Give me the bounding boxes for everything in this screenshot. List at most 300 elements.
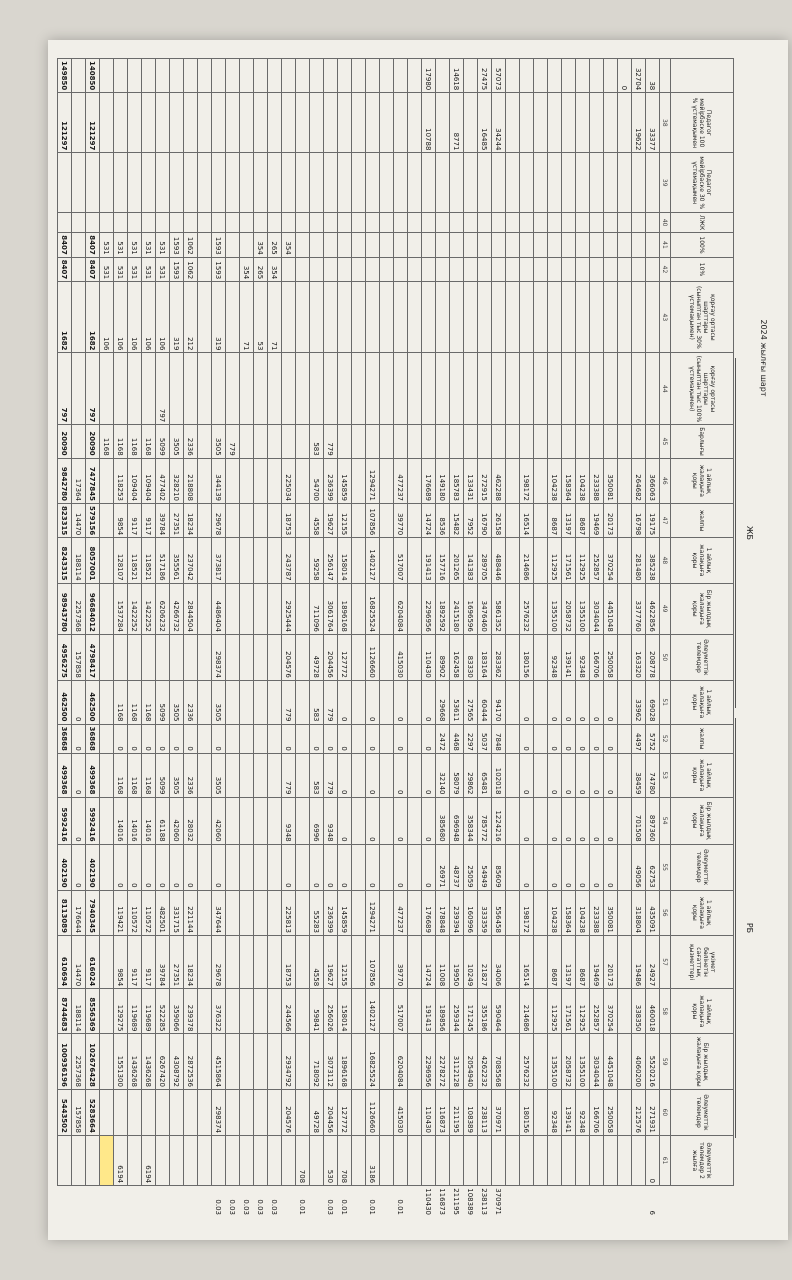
row-label-cell [114, 59, 128, 93]
table-cell [604, 233, 618, 257]
header-cell: 1 айлық жалақыға қоры [671, 989, 734, 1034]
table-cell [198, 538, 212, 583]
table-cell: 8057001 [86, 538, 100, 583]
table-cell: 239394 [450, 890, 464, 935]
table-cell [380, 634, 394, 680]
table-cell: 118521 [142, 538, 156, 583]
table-cell [394, 213, 408, 233]
last-column-cell: 6194 [142, 1135, 156, 1185]
table-cell [366, 257, 380, 281]
table-cell: 27351 [170, 504, 184, 538]
table-cell: 2297 [464, 724, 478, 753]
table-cell [100, 890, 114, 935]
row-label-cell [156, 59, 170, 93]
table-cell [100, 935, 114, 988]
table-cell [352, 753, 366, 797]
table-cell [170, 353, 184, 425]
table-row [268, 59, 282, 1218]
table-cell: 0 [576, 797, 590, 844]
table-cell: 5992416 [86, 797, 100, 844]
table-cell: 25059 [464, 844, 478, 890]
header-cell: қорғау ортасы шарттары (сыныптан тыс 30% үстемақымен) [671, 282, 734, 353]
table-cell [156, 93, 170, 153]
table-cell [128, 1089, 142, 1135]
table-cell: 0 [394, 797, 408, 844]
row-label-cell [352, 59, 366, 93]
table-cell: 281480 [632, 538, 646, 583]
table-cell [352, 93, 366, 153]
table-cell: 27565 [464, 680, 478, 724]
table-cell [534, 935, 548, 988]
header-cell: Бір жылдық жалақыға қоры [671, 583, 734, 634]
last-column-cell [492, 1135, 506, 1185]
table-cell [128, 213, 142, 233]
last-column-cell [282, 1135, 296, 1185]
table-cell: 85609 [492, 844, 506, 890]
last-column-cell [100, 1135, 114, 1185]
table-cell [198, 153, 212, 213]
table-cell [254, 797, 268, 844]
table-cell [226, 538, 240, 583]
last-column-cell [184, 1135, 198, 1185]
table-cell: 5283664 [86, 1089, 100, 1135]
table-cell: 1422252 [142, 583, 156, 634]
table-cell [100, 504, 114, 538]
row-label-cell [366, 59, 380, 93]
table-cell [254, 680, 268, 724]
table-cell [240, 353, 254, 425]
table-cell [142, 1089, 156, 1135]
table-cell [408, 153, 422, 213]
table-cell [268, 425, 282, 458]
table-cell [506, 724, 520, 753]
table-cell [380, 753, 394, 797]
header-cell: Педагог мейірбаске 30 % үстемақымен [671, 153, 734, 213]
table-cell [618, 257, 632, 281]
table-cell [408, 844, 422, 890]
table-cell [72, 233, 86, 257]
table-cell: 178848 [436, 890, 450, 935]
table-row [156, 59, 170, 1218]
table-cell [338, 93, 352, 153]
table-cell: 10249 [464, 935, 478, 988]
column-number-cell: 46 [660, 458, 671, 503]
table-cell [198, 458, 212, 503]
table-cell [576, 233, 590, 257]
table-cell [534, 1089, 548, 1135]
table-cell: 354 [282, 233, 296, 257]
row-label-cell [562, 59, 576, 93]
table-cell: 14724 [422, 504, 436, 538]
table-cell [240, 93, 254, 153]
table-cell: 4956275 [58, 634, 72, 680]
table-cell: 531 [100, 233, 114, 257]
column-number-cell: 38 [660, 93, 671, 153]
table-cell [72, 213, 86, 233]
table-cell: 701508 [632, 797, 646, 844]
table-cell: 204576 [282, 634, 296, 680]
table-cell: 236399 [324, 458, 338, 503]
table-cell [352, 257, 366, 281]
table-cell [296, 257, 310, 281]
table-cell [352, 153, 366, 213]
table-cell [198, 680, 212, 724]
table-cell: 19486 [632, 935, 646, 988]
table-cell [380, 282, 394, 353]
table-cell: 1355100 [548, 1034, 562, 1089]
table-cell: 3073112 [324, 1034, 338, 1089]
table-cell: 157858 [72, 1089, 86, 1135]
table-cell [450, 353, 464, 425]
table-cell: 166706 [590, 1089, 604, 1135]
table-cell: 0 [72, 797, 86, 844]
row-label-cell: 38 [646, 59, 660, 93]
table-cell [198, 353, 212, 425]
table-cell: 198172 [520, 458, 534, 503]
table-cell [380, 93, 394, 153]
table-cell: 39770 [394, 935, 408, 988]
table-cell: 163320 [632, 634, 646, 680]
table-cell: 0 [604, 724, 618, 753]
table-cell: 33962 [632, 680, 646, 724]
table-cell [282, 93, 296, 153]
table-cell: 385238 [646, 538, 660, 583]
table-cell: 16514 [520, 935, 534, 988]
header-cell: Бір жылдық жалақыға қоры [671, 797, 734, 844]
column-number-cell: 47 [660, 504, 671, 538]
row-label-cell: 27475 [478, 59, 492, 93]
table-cell [352, 935, 366, 988]
table-cell [506, 282, 520, 353]
header-cell: Бір жылдық жалақыға қоры [671, 1034, 734, 1089]
table-cell [618, 538, 632, 583]
last-column-cell [436, 1135, 450, 1185]
last-column-cell: 6194 [114, 1135, 128, 1185]
table-cell: 20090 [86, 425, 100, 458]
table-cell: 34244 [492, 93, 506, 153]
table-cell [380, 458, 394, 503]
row-label-cell [268, 59, 282, 93]
table-cell [156, 153, 170, 213]
table-cell [268, 797, 282, 844]
table-cell: 214686 [520, 989, 534, 1034]
last-column-cell [618, 1135, 632, 1185]
table-cell: 106 [128, 282, 142, 353]
last-column-cell [408, 1135, 422, 1185]
table-cell: 36868 [86, 724, 100, 753]
table-row [478, 59, 492, 1218]
table-cell [506, 680, 520, 724]
table-cell: 1168 [142, 425, 156, 458]
table-row [58, 59, 72, 1218]
table-cell [142, 634, 156, 680]
table-cell: 435091 [646, 890, 660, 935]
table-cell [492, 153, 506, 213]
table-cell [464, 93, 478, 153]
table-cell: 4451048 [604, 1034, 618, 1089]
table-cell [506, 753, 520, 797]
table-cell [534, 257, 548, 281]
table-cell [394, 425, 408, 458]
table-cell: 779 [282, 753, 296, 797]
table-cell: 6996 [310, 797, 324, 844]
table-cell [156, 213, 170, 233]
table-cell: 92348 [548, 1089, 562, 1135]
table-cell [352, 583, 366, 634]
row-label-cell [170, 59, 184, 93]
data-table [57, 58, 734, 1218]
table-cell [464, 153, 478, 213]
table-cell: 0 [562, 680, 576, 724]
table-cell [450, 425, 464, 458]
table-cell [534, 93, 548, 153]
table-cell: 20090 [58, 425, 72, 458]
last-column-cell [394, 1135, 408, 1185]
table-cell: 0 [324, 844, 338, 890]
table-cell [184, 353, 198, 425]
table-cell [240, 935, 254, 988]
table-row [562, 59, 576, 1218]
table-cell [548, 213, 562, 233]
table-cell [324, 353, 338, 425]
table-cell: 10788 [422, 93, 436, 153]
table-cell [604, 93, 618, 153]
table-cell [198, 797, 212, 844]
row-label-cell [142, 59, 156, 93]
table-cell [254, 93, 268, 153]
table-cell [226, 213, 240, 233]
table-cell [184, 93, 198, 153]
table-cell [240, 890, 254, 935]
column-number-cell: 60 [660, 1089, 671, 1135]
margin-mark-cell [576, 1186, 590, 1218]
table-cell [394, 93, 408, 153]
table-cell [408, 680, 422, 724]
table-cell: 256026 [324, 989, 338, 1034]
margin-mark-cell [604, 1186, 618, 1218]
table-cell: 0 [142, 724, 156, 753]
table-cell: 2336 [184, 680, 198, 724]
table-cell: 2058732 [562, 1034, 576, 1089]
table-cell: 244566 [282, 989, 296, 1034]
table-cell: 3034044 [590, 583, 604, 634]
table-cell [464, 257, 478, 281]
table-cell: 265 [254, 257, 268, 281]
table-cell [254, 425, 268, 458]
table-cell [296, 153, 310, 213]
table-cell: 9348 [324, 797, 338, 844]
table-cell [408, 504, 422, 538]
table-cell [436, 282, 450, 353]
table-cell: 415030 [394, 1089, 408, 1135]
table-row [352, 59, 366, 1218]
table-cell: 0 [590, 680, 604, 724]
table-cell: 98943780 [58, 583, 72, 634]
table-cell: 0 [142, 844, 156, 890]
table-cell [268, 353, 282, 425]
table-cell [576, 425, 590, 458]
table-cell: 0 [604, 680, 618, 724]
margin-mark-cell [58, 1186, 72, 1218]
table-cell [562, 93, 576, 153]
table-cell: 129275 [114, 989, 128, 1034]
table-cell: 127772 [338, 634, 352, 680]
table-cell: 236399 [324, 890, 338, 935]
table-cell: 3505 [212, 753, 226, 797]
table-cell [268, 504, 282, 538]
table-cell: 0 [562, 797, 576, 844]
table-cell: 331715 [170, 890, 184, 935]
table-cell: 26158 [492, 504, 506, 538]
row-label-cell [506, 59, 520, 93]
table-cell: 531 [128, 257, 142, 281]
table-cell [618, 890, 632, 935]
row-label-cell [436, 59, 450, 93]
table-cell: 2257368 [72, 583, 86, 634]
margin-mark-cell [548, 1186, 562, 1218]
table-cell: 39770 [394, 504, 408, 538]
last-column-cell [506, 1135, 520, 1185]
table-row [226, 59, 240, 1218]
table-cell: 2336 [184, 425, 198, 458]
table-cell: 0 [422, 724, 436, 753]
table-cell [114, 93, 128, 153]
table-cell: 3505 [212, 680, 226, 724]
table-cell: 9117 [128, 504, 142, 538]
row-label-cell [324, 59, 338, 93]
table-cell: 4497 [632, 724, 646, 753]
table-cell [618, 282, 632, 353]
table-cell [478, 257, 492, 281]
table-cell: 5099 [156, 680, 170, 724]
row-label-cell [464, 59, 478, 93]
table-cell: 158364 [562, 458, 576, 503]
table-row [324, 59, 338, 1218]
table-cell: 0 [548, 724, 562, 753]
table-cell [436, 233, 450, 257]
last-column-cell [590, 1135, 604, 1185]
table-cell: 8687 [548, 504, 562, 538]
table-row [380, 59, 394, 1218]
table-cell [646, 233, 660, 257]
last-column-cell [254, 1135, 268, 1185]
table-cell: 2844504 [184, 583, 198, 634]
last-column-cell [212, 1135, 226, 1185]
table-cell [296, 504, 310, 538]
table-cell: 5520216 [646, 1034, 660, 1089]
table-cell: 121297 [86, 93, 100, 153]
table-cell [394, 353, 408, 425]
table-cell [408, 935, 422, 988]
table-cell: 221144 [184, 890, 198, 935]
table-cell [352, 634, 366, 680]
table-cell: 20173 [604, 935, 618, 988]
table-row [296, 59, 310, 1218]
table-cell [604, 353, 618, 425]
table-cell: 133431 [464, 458, 478, 503]
table-cell: 34006 [492, 935, 506, 988]
table-row [310, 59, 324, 1218]
table-cell: 0 [366, 680, 380, 724]
table-cell: 119689 [142, 989, 156, 1034]
table-cell [478, 213, 492, 233]
table-cell [296, 282, 310, 353]
table-cell: 29678 [212, 504, 226, 538]
table-cell: 319 [212, 282, 226, 353]
table-cell [464, 425, 478, 458]
table-cell: 319 [170, 282, 184, 353]
table-cell: 0 [338, 844, 352, 890]
table-cell: 204456 [324, 1089, 338, 1135]
table-cell: 1593 [170, 257, 184, 281]
table-cell [506, 797, 520, 844]
table-cell: 2576232 [520, 1034, 534, 1089]
table-cell: 5752 [646, 724, 660, 753]
table-cell: 9348 [282, 797, 296, 844]
margin-mark-cell: 6 [648, 1210, 657, 1215]
table-cell [534, 1034, 548, 1089]
table-cell [506, 93, 520, 153]
table-cell [86, 213, 100, 233]
row-label-cell [394, 59, 408, 93]
table-cell [338, 213, 352, 233]
table-row [506, 59, 520, 1218]
table-cell [352, 989, 366, 1034]
table-cell: 1168 [114, 425, 128, 458]
table-cell: 49056 [632, 844, 646, 890]
row-label-cell [226, 59, 240, 93]
table-cell: 158014 [338, 538, 352, 583]
column-number-cell: 59 [660, 1034, 671, 1089]
table-cell [100, 213, 114, 233]
header-cell-left [671, 59, 734, 93]
table-cell: 0 [520, 844, 534, 890]
table-cell: 272915 [478, 458, 492, 503]
table-cell: 92348 [576, 1089, 590, 1135]
table-cell [618, 233, 632, 257]
table-row [492, 59, 506, 1218]
table-cell: 3476460 [478, 583, 492, 634]
table-cell [590, 153, 604, 213]
table-cell [128, 634, 142, 680]
table-cell: 180156 [520, 634, 534, 680]
table-cell: 5099 [156, 753, 170, 797]
table-cell: 0 [394, 753, 408, 797]
table-cell: 8407 [86, 233, 100, 257]
table-row [212, 59, 226, 1218]
table-cell [352, 213, 366, 233]
table-cell: 0 [562, 753, 576, 797]
table-cell [240, 583, 254, 634]
table-cell [450, 233, 464, 257]
column-number-cell: 44 [660, 353, 671, 425]
table-cell: 0 [604, 844, 618, 890]
table-cell [198, 844, 212, 890]
table-cell [478, 233, 492, 257]
table-cell: 531 [156, 233, 170, 257]
table-row [436, 59, 450, 1218]
table-cell: 8407 [86, 257, 100, 281]
table-cell: 32140 [436, 753, 450, 797]
table-cell: 358344 [464, 797, 478, 844]
table-cell: 110430 [422, 1089, 436, 1135]
table-cell [408, 797, 422, 844]
table-cell: 65481 [478, 753, 492, 797]
table-cell: 176689 [422, 458, 436, 503]
table-cell: 779 [324, 680, 338, 724]
table-cell: 108389 [464, 1089, 478, 1135]
table-cell [226, 458, 240, 503]
